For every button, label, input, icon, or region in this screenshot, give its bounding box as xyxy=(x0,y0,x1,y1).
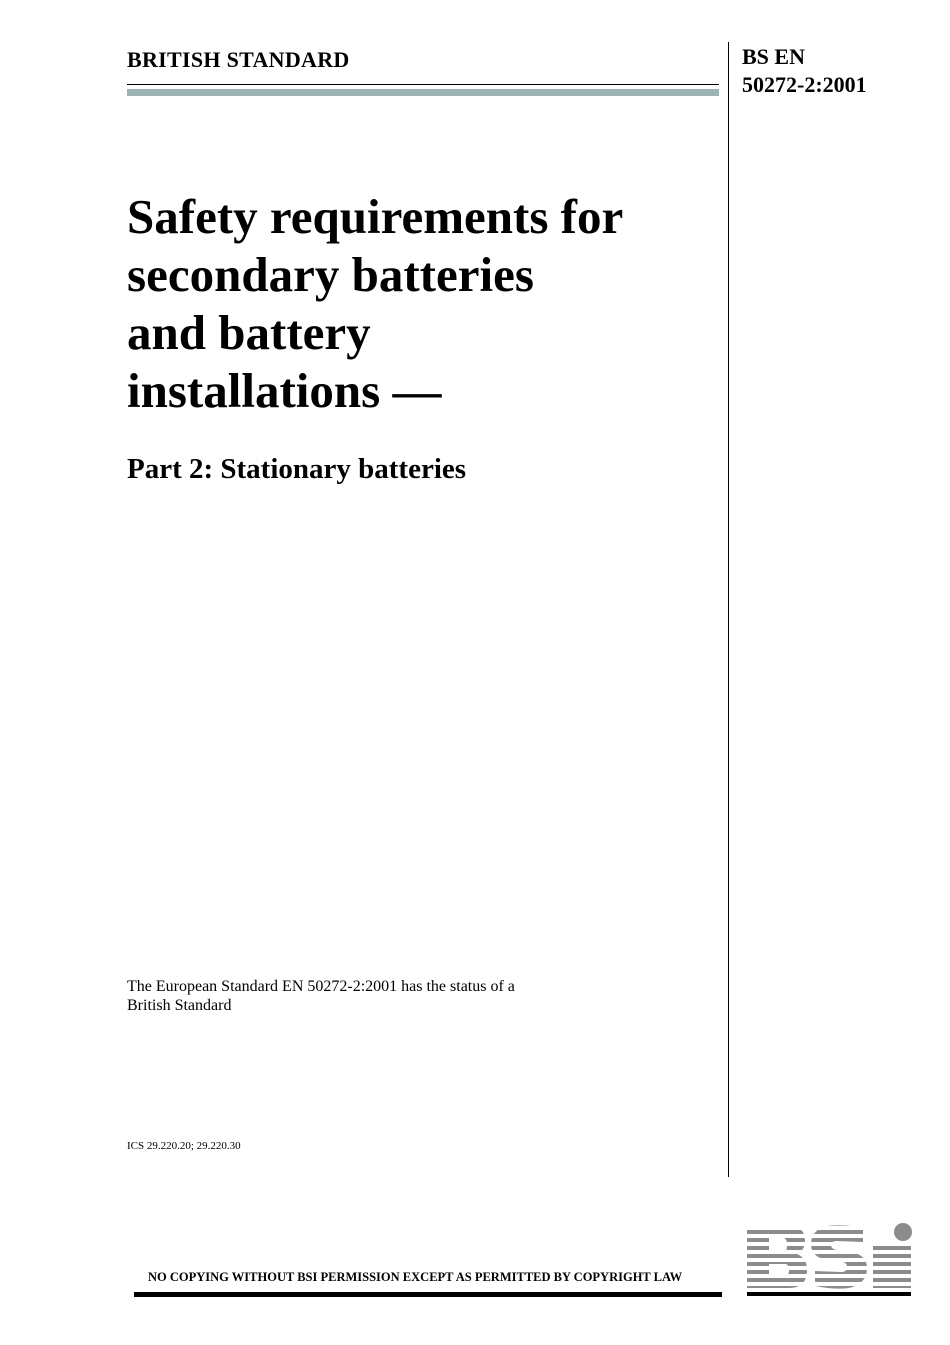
status-note xyxy=(127,977,515,1015)
header-rule-thin xyxy=(127,84,719,85)
header-rule-accent xyxy=(127,89,719,96)
status-note-line: British Standard xyxy=(127,997,232,1014)
footer-rule xyxy=(134,1292,722,1297)
document-category: BRITISH STANDARD xyxy=(127,47,350,72)
title-line: installations — xyxy=(127,363,442,418)
bsi-logo-icon xyxy=(745,1222,915,1298)
copyright-notice: NO COPYING WITHOUT BSI PERMISSION EXCEPT AS PERMITTED BY COPYRIGHT LAW xyxy=(148,1270,683,1284)
standard-number xyxy=(742,43,867,99)
margin-divider xyxy=(728,42,729,1177)
ics-codes: ICS 29.220.20; 29.220.30 xyxy=(127,1140,241,1152)
document-part-title: Part 2: Stationary batteries xyxy=(127,453,467,485)
title-line: Safety requirements for xyxy=(127,189,624,244)
standard-number-prefix: BS EN xyxy=(742,44,805,69)
title-line: and battery xyxy=(127,305,371,360)
title-line: secondary batteries xyxy=(127,247,534,302)
status-note-line: The European Standard EN 50272-2:2001 has the status of a xyxy=(127,978,515,995)
standard-number-code: 50272-2:2001 xyxy=(742,72,867,97)
document-title xyxy=(127,188,727,420)
